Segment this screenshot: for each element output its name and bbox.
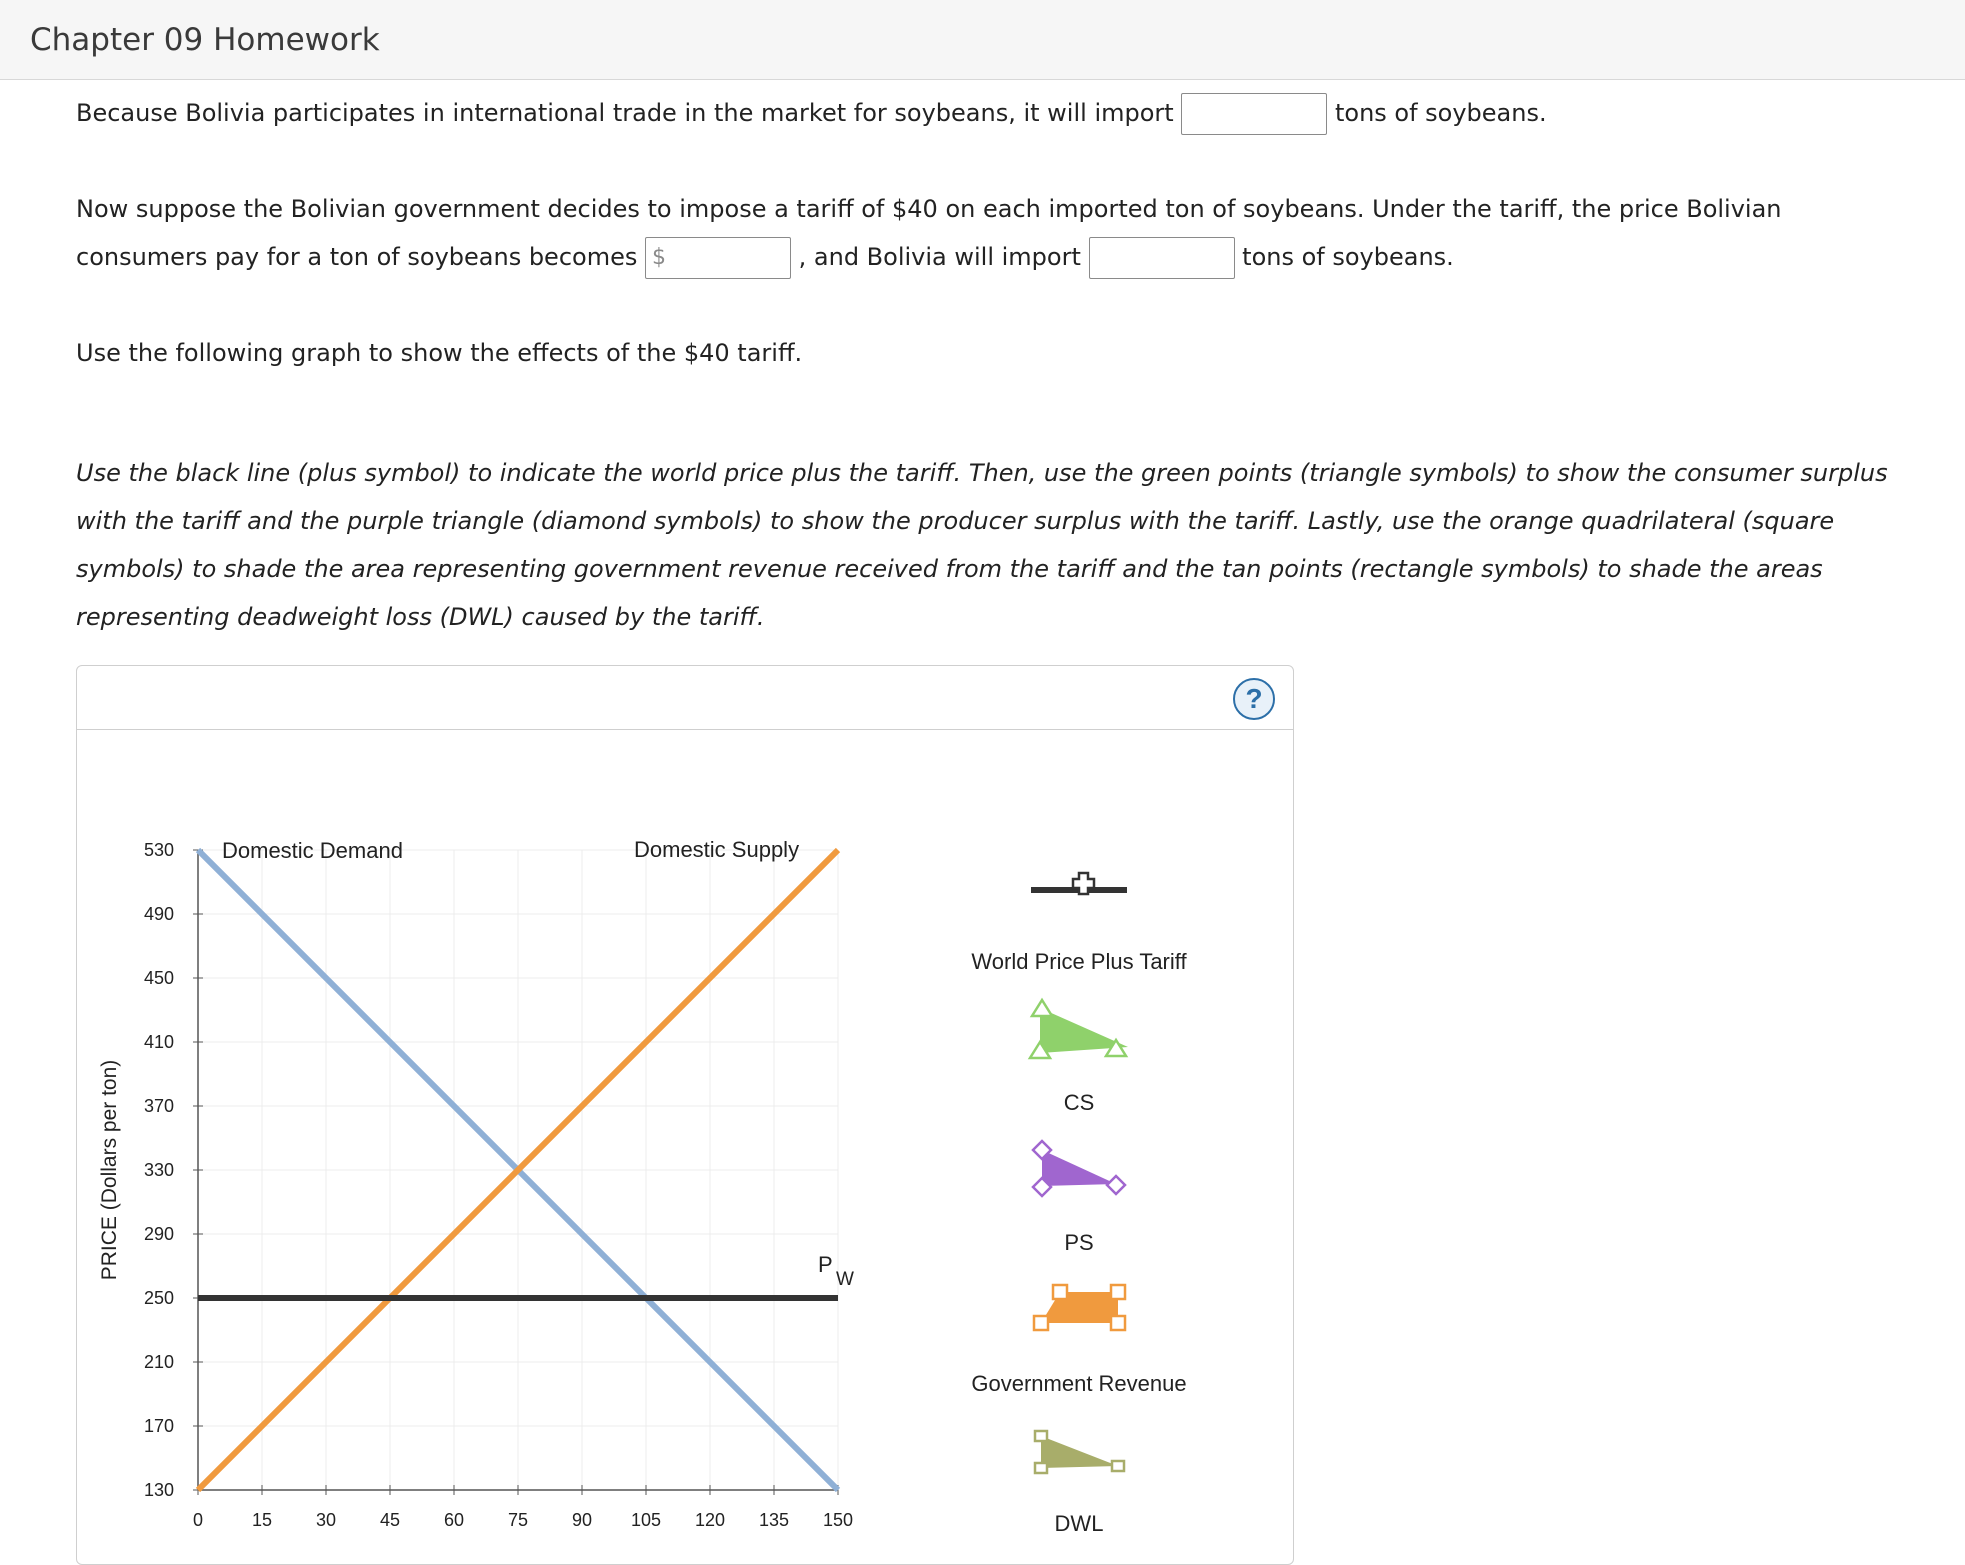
cs-triangle-icon bbox=[1032, 1000, 1052, 1016]
dollar-sign: $ bbox=[652, 245, 666, 270]
x-tick-label: 135 bbox=[758, 1510, 790, 1530]
gov-revenue-square-icon bbox=[1111, 1285, 1125, 1299]
y-tick-label: 250 bbox=[143, 1288, 174, 1308]
y-tick-label: 370 bbox=[143, 1096, 174, 1116]
y-tick-label: 450 bbox=[143, 968, 174, 988]
dwl-tool-shape bbox=[1041, 1436, 1118, 1468]
x-tick-label: 120 bbox=[694, 1510, 726, 1530]
q1-prefix: Because Bolivia participates in international trade in the market for soybeans, it will import bbox=[76, 99, 1174, 127]
q2-suffix: tons of soybeans. bbox=[1242, 243, 1454, 271]
x-tick-label: 90 bbox=[571, 1510, 593, 1530]
help-button[interactable]: ? bbox=[1233, 678, 1275, 720]
x-tick-label: 75 bbox=[507, 1510, 529, 1530]
drawing-palette[interactable] bbox=[971, 872, 1187, 1536]
q2-mid: , and Bolivia will import bbox=[798, 243, 1081, 271]
y-tick-label: 410 bbox=[143, 1032, 174, 1052]
x-tick-label: 0 bbox=[192, 1510, 204, 1530]
chart-labels bbox=[98, 837, 854, 1290]
dwl-rectangle-icon bbox=[1035, 1463, 1047, 1473]
supply-label: Domestic Supply bbox=[634, 837, 800, 862]
q2-prefix: consumers pay for a ton of soybeans becomes bbox=[76, 243, 638, 271]
y-tick-label: 130 bbox=[143, 1480, 174, 1500]
legend-label-world-price-plus-tariff: World Price Plus Tariff bbox=[971, 949, 1187, 974]
page-title: Chapter 09 Homework bbox=[30, 22, 380, 58]
y-tick-label: 210 bbox=[143, 1352, 174, 1372]
legend-label-cs: CS bbox=[1063, 1090, 1095, 1115]
x-tick-label: 30 bbox=[315, 1510, 337, 1530]
ps-diamond-icon bbox=[1107, 1176, 1125, 1194]
gov-revenue-square-icon bbox=[1053, 1285, 1067, 1299]
y-tick-label: 170 bbox=[143, 1416, 174, 1436]
x-tick-label: 45 bbox=[379, 1510, 401, 1530]
y-tick-label: 330 bbox=[143, 1160, 174, 1180]
ps-tool-shape bbox=[1042, 1150, 1116, 1186]
demand-label: Domestic Demand bbox=[222, 838, 403, 863]
world-price-label: P bbox=[818, 1252, 833, 1277]
legend-label-dwl: DWL bbox=[1054, 1511, 1104, 1536]
world-price-subscript: W bbox=[836, 1269, 854, 1290]
y-tick-label: 490 bbox=[143, 904, 174, 924]
dwl-rectangle-icon bbox=[1112, 1461, 1124, 1471]
gov-revenue-square-icon bbox=[1034, 1316, 1048, 1330]
question-3: Use the following graph to show the effects of the $40 tariff. bbox=[76, 339, 803, 367]
y-axis-label: PRICE (Dollars per ton) bbox=[98, 1059, 121, 1281]
legend-label-government-revenue: Government Revenue bbox=[971, 1371, 1187, 1396]
graph-instructions: Use the black line (plus symbol) to indicate the world price plus the tariff. Then, use the green points (triangle symbols) to show the consumer surplus with the tariff and the purple triangle (diamond symbols) to show the producer surplus with the tariff. Lastly, use the orange quadrilateral (square symbols) to shade the area representing government revenue received from the tariff and the tan points (rectangle symbols) to shade the areas representing deadweight loss (DWL) caused by the tariff. bbox=[76, 459, 1888, 631]
q1-suffix: tons of soybeans. bbox=[1334, 99, 1547, 127]
y-tick-label: 290 bbox=[143, 1224, 174, 1244]
x-tick-label: 60 bbox=[443, 1510, 465, 1530]
gov-revenue-square-icon bbox=[1111, 1316, 1125, 1330]
x-tick-label: 105 bbox=[630, 1510, 662, 1530]
dwl-rectangle-icon bbox=[1035, 1431, 1047, 1441]
question-2-line-1: Now suppose the Bolivian government decides to impose a tariff of $40 on each imported ton of soybeans. Under the tariff, the price Bolivian bbox=[76, 195, 1782, 223]
legend-label-ps: PS bbox=[1064, 1230, 1094, 1255]
y-tick-label: 530 bbox=[143, 840, 174, 860]
x-tick-label: 150 bbox=[822, 1510, 854, 1530]
x-tick-label: 15 bbox=[251, 1510, 273, 1530]
